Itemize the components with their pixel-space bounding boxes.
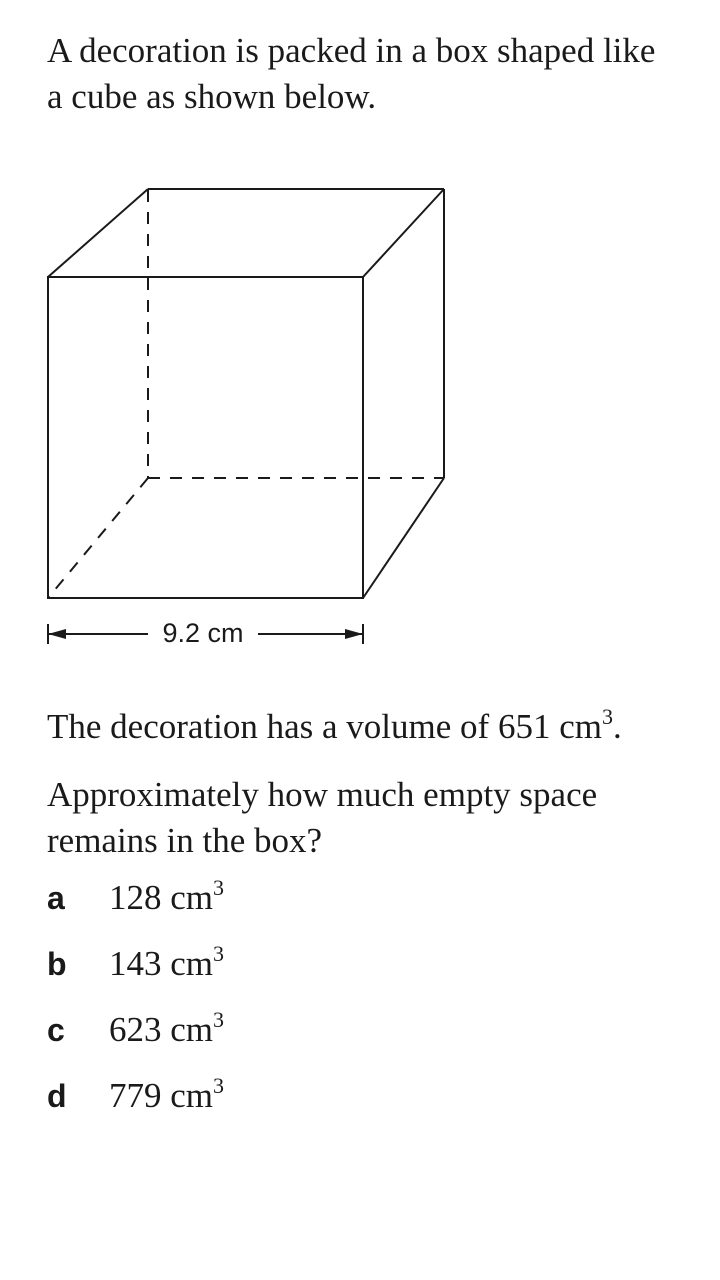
question-text	[47, 772, 687, 864]
option-value	[109, 1007, 225, 1050]
option-letter: d	[47, 1078, 67, 1114]
option-b[interactable]	[47, 941, 225, 990]
top-edge-right	[363, 189, 444, 277]
statement-superscript: 3	[601, 704, 613, 729]
arrow-right-icon	[345, 629, 363, 639]
option-value-text: 623 cm	[109, 1010, 214, 1049]
hidden-edge-depth	[48, 478, 148, 598]
option-superscript: 3	[213, 941, 225, 966]
intro-line-2: a cube as shown below.	[47, 77, 377, 116]
top-edge-left	[48, 189, 148, 277]
statement-end: .	[612, 707, 622, 746]
option-value-text: 143 cm	[109, 944, 214, 983]
right-edge-bottom	[363, 478, 444, 598]
dimension-label: 9.2 cm	[148, 616, 258, 650]
option-letter: c	[47, 1012, 65, 1048]
option-c[interactable]	[47, 1007, 225, 1056]
option-value-text: 128 cm	[109, 878, 214, 917]
option-value	[109, 1073, 225, 1116]
option-d[interactable]	[47, 1073, 225, 1122]
option-letter: a	[47, 880, 65, 916]
option-value	[109, 941, 225, 984]
question-line-1: Approximately how much empty space	[47, 775, 598, 814]
option-superscript: 3	[213, 1007, 225, 1032]
option-superscript: 3	[213, 875, 225, 900]
option-value-text: 779 cm	[109, 1076, 214, 1115]
volume-statement	[47, 704, 622, 750]
front-face	[48, 277, 363, 598]
option-value	[109, 875, 225, 918]
question-line-2: remains in the box?	[47, 821, 323, 860]
intro-line-1: A decoration is packed in a box shaped like	[47, 31, 656, 70]
option-superscript: 3	[213, 1073, 225, 1098]
arrow-left-icon	[48, 629, 66, 639]
option-a[interactable]	[47, 875, 225, 924]
option-letter: b	[47, 946, 67, 982]
statement-text: The decoration has a volume of 651 cm	[47, 707, 602, 746]
